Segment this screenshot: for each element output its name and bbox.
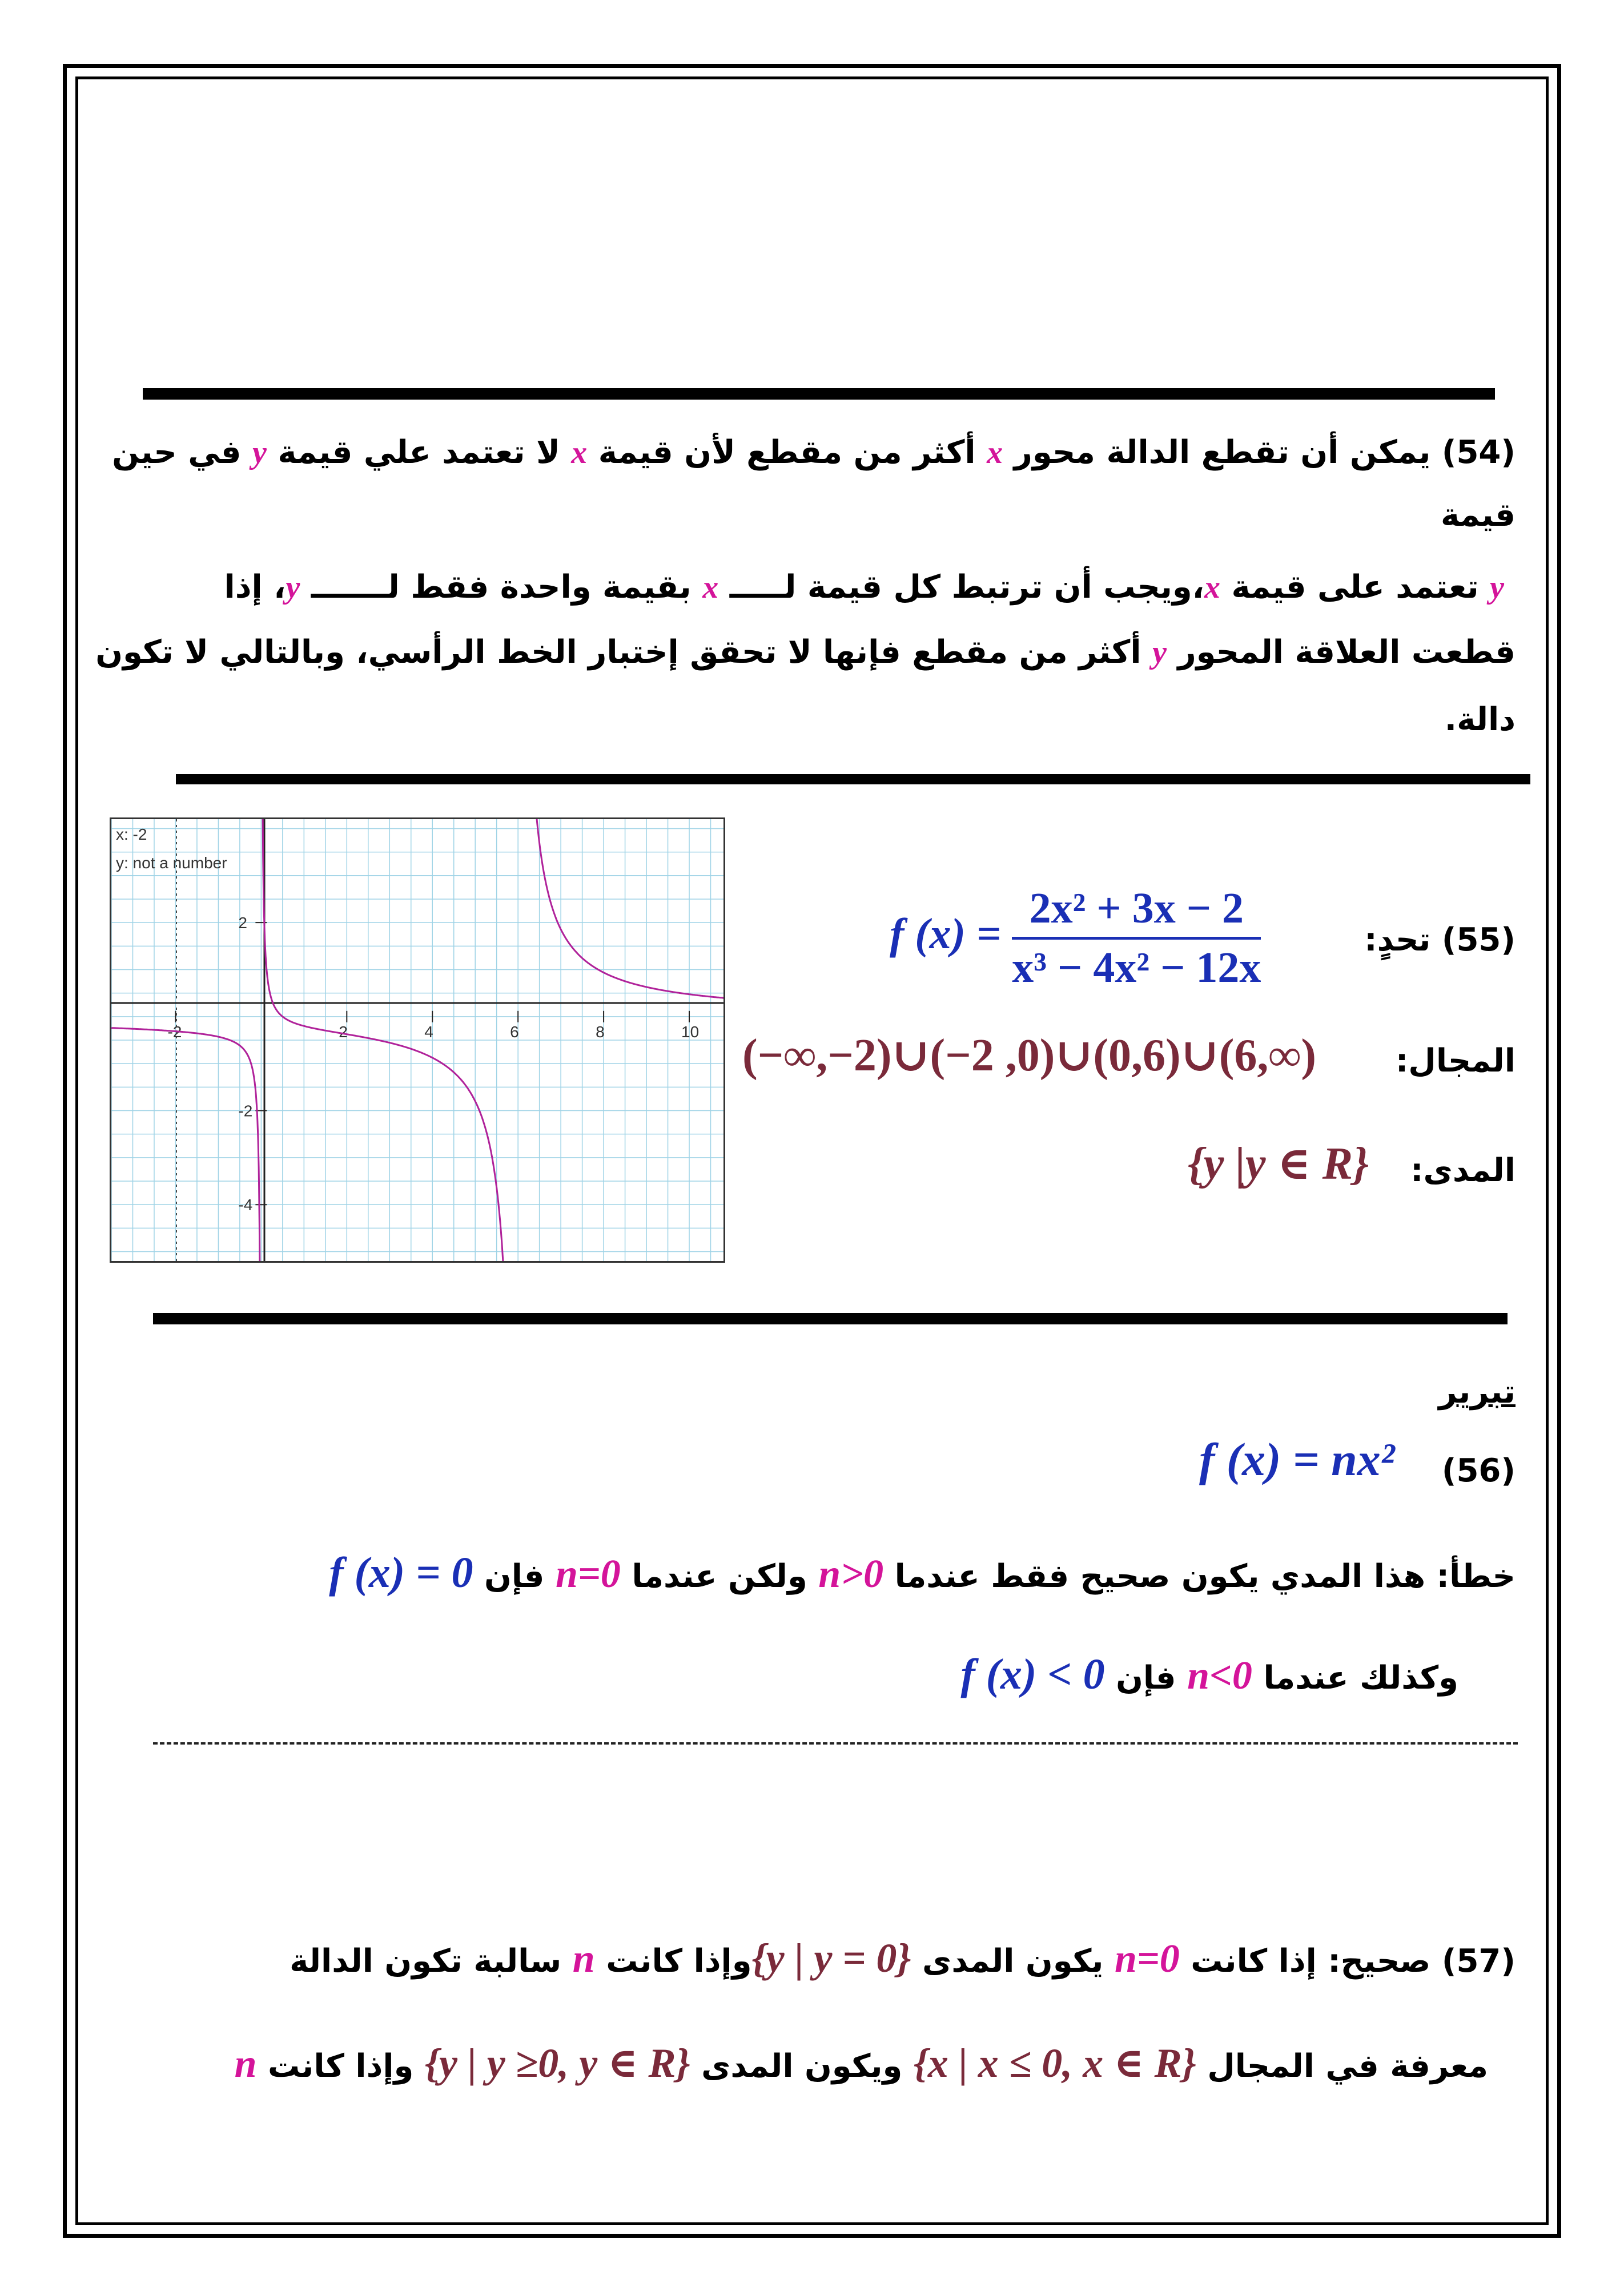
- q54-line2: قيمة: [1440, 497, 1516, 534]
- graph-canvas: [111, 819, 723, 1261]
- q56-function: f (x) = nx²: [1199, 1433, 1395, 1485]
- x-tick-label: -2: [167, 1022, 182, 1041]
- q56-also: وكذلك عندما n<0 فإن f (x) < 0: [960, 1650, 1458, 1698]
- q55-domain-value: (−∞,−2)∪(−2 ,0)∪(0,6)∪(6,∞): [742, 1030, 1317, 1081]
- q55-fraction: [1012, 884, 1261, 993]
- y-tick-label: -2: [238, 1102, 253, 1120]
- q57-line2: معرفة في المجال {x | x ≤ 0, x ∈ R} ويكون المدى {y | y ≥0, y ∈ R} وإذا كانت n: [234, 2040, 1488, 2086]
- x-tick-label: 2: [339, 1022, 348, 1041]
- y-tick-label: -4: [238, 1196, 253, 1214]
- q55-denominator: x³ − 4x² − 12x: [1012, 944, 1261, 992]
- q55-range-label: المدى:: [1410, 1152, 1516, 1189]
- q56-wrong: خطأ: هذا المدي يكون صحيح فقط عندما n>0 ولكن عندما n=0 فإن f (x) = 0: [329, 1549, 1516, 1597]
- curve-branch-right: [518, 819, 723, 998]
- divider-3: [153, 1313, 1508, 1324]
- x-tick-label: 4: [424, 1022, 433, 1041]
- q54-line1: (54) يمكن أن تقطع الدالة محور x أكثر من مقطع لأن قيمة x لا تعتمد علي قيمة y في حين: [112, 434, 1516, 471]
- q54-line5: دالة.: [1444, 701, 1516, 738]
- q55-numerator: 2x² + 3x − 2: [1012, 884, 1261, 940]
- q55-label: (55) تحدٍ:: [1364, 921, 1516, 958]
- q56-heading: تبرير: [1438, 1373, 1516, 1411]
- curve-branch-left: [111, 1028, 261, 1261]
- q56-label: (56): [1441, 1452, 1516, 1489]
- divider-2: [176, 774, 1530, 784]
- readout-x: x: -2: [116, 825, 147, 843]
- function-graph: [110, 817, 725, 1263]
- readout-y: y: not a number: [116, 854, 227, 872]
- q55-function: f (x) = $\frac{\text{2x² + 3x − 2}}{\text{x³ − 4x² − 12x}}$: [890, 884, 1261, 992]
- grid: [111, 819, 723, 1261]
- q54-line3: y تعتمد على قيمة x،ويجب أن ترتبط كل قيمة لـــــ x بقيمة واحدة فقط لـــــــ y، إذا: [224, 569, 1504, 606]
- dashed-divider: [153, 1742, 1518, 1745]
- q55-domain-label: المجال:: [1395, 1042, 1516, 1079]
- q55-range-value: {y |y ∈ R}: [1188, 1139, 1369, 1189]
- x-tick-label: 10: [681, 1022, 700, 1041]
- divider-1: [143, 388, 1495, 400]
- x-tick-label: 6: [510, 1022, 519, 1041]
- q57-line1: (57) صحيح: إذا كانت n=0 يكون المدى {y | y = 0}وإذا كانت n سالبة تكون الدالة: [290, 1935, 1516, 1981]
- x-tick-label: 8: [596, 1022, 605, 1041]
- y-tick-label: 2: [238, 914, 247, 932]
- q54-line4: قطعت العلاقة المحور y أكثر من مقطع فإنها لا تحقق إختبار الخط الرأسي، وبالتالي لا تكون: [95, 634, 1516, 671]
